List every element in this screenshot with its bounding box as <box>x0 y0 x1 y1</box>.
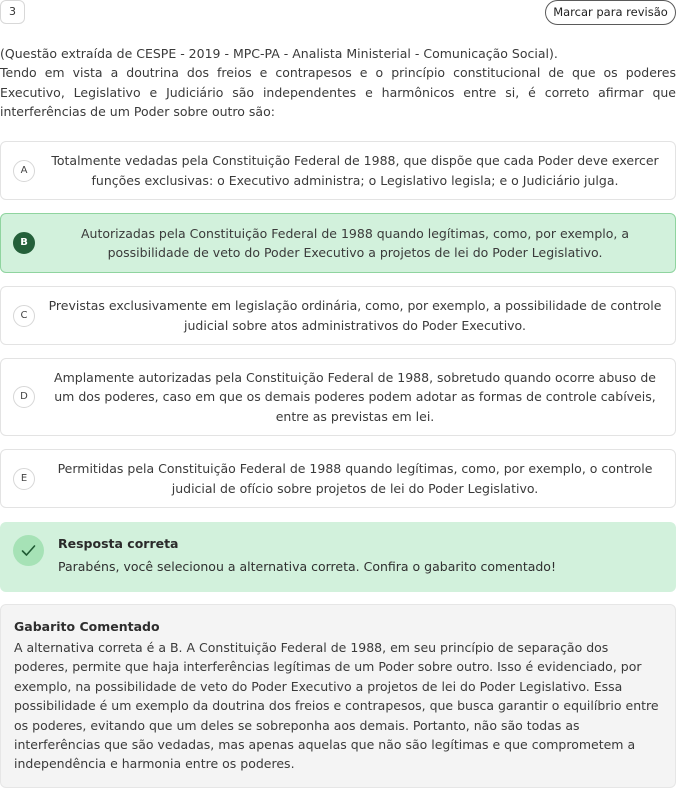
question-source: (Questão extraída de CESPE - 2019 - MPC-PA - Analista Ministerial - Comunicação Social). <box>0 46 558 61</box>
option-b-text: Autorizadas pela Constituição Federal de 1988 quando legítimas, como, por exemplo, a possibilidade de veto do Poder Executivo a projetos de lei do Poder Legislativo. <box>81 225 629 260</box>
commentary-text: A alternativa correta é a B. A Constituição Federal de 1988, em seu princípio de separação dos poderes, permite que haja interferências legítimas de um Poder sobre outro. Isso é evidenciado, por exemplo, na possibilidade de veto do Poder Executivo a projetos de lei do Poder Legislativo. Essa possibilidade é um exemplo da doutrina dos freios e contrapesos, que busca garantir o equilíbrio entre os poderes, evitando que um deles se sobreponha aos demais. Portanto, não são todas as interferências que são vedadas, mas apenas aquelas que não são legítimas e que comprometem a independência e harmonia entre os poderes. <box>14 640 659 772</box>
option-c-text: Previstas exclusivamente em legislação ordinária, como, por exemplo, a possibilidade de controle judicial sobre atos administrativos do Poder Executivo. <box>48 298 662 333</box>
option-c-letter: C <box>13 305 35 327</box>
option-d-text: Amplamente autorizadas pela Constituição Federal de 1988, sobretudo quando ocorre abuso de um dos poderes, caso em que os demais poderes podem adotar as formas de controle cabíveis, entre as previstas em lei. <box>54 370 656 424</box>
option-b[interactable] <box>0 213 676 273</box>
feedback-message: Parabéns, você selecionou a alternativa correta. Confira o gabarito comentado! <box>58 559 556 574</box>
option-e[interactable] <box>0 449 676 508</box>
question-number: 3 <box>0 0 25 24</box>
option-e-letter: E <box>13 468 35 490</box>
question-prompt: Tendo em vista a doutrina dos freios e contrapesos e o princípio constitucional de que os poderes Executivo, Legislativo e Judiciário são independentes e harmônicos entre si, é correto afirmar que interferências de um Poder sobre outro são: <box>0 65 676 119</box>
option-c[interactable] <box>0 286 676 345</box>
option-a-text: Totalmente vedadas pela Constituição Federal de 1988, que dispõe que cada Poder deve exercer funções exclusivas: o Executivo administra; o Legislativo legisla; e o Judiciário julga. <box>51 153 659 188</box>
correct-answer-banner <box>0 522 676 592</box>
question-stem <box>0 44 676 121</box>
option-a-letter: A <box>13 160 35 182</box>
option-a[interactable] <box>0 141 676 200</box>
option-d-letter: D <box>13 386 35 408</box>
option-e-text: Permitidas pela Constituição Federal de 1988 quando legítimas, como, por exemplo, o controle judicial de ofício sobre projetos de lei do Poder Legislativo. <box>57 461 653 496</box>
option-d[interactable] <box>0 358 676 436</box>
feedback-title: Resposta correta <box>58 536 179 551</box>
commentary-title: Gabarito Comentado <box>14 619 160 634</box>
check-icon <box>13 535 44 566</box>
commentary-box <box>0 604 676 788</box>
mark-for-review-button[interactable]: Marcar para revisão <box>545 0 676 25</box>
option-b-letter: B <box>13 232 35 254</box>
